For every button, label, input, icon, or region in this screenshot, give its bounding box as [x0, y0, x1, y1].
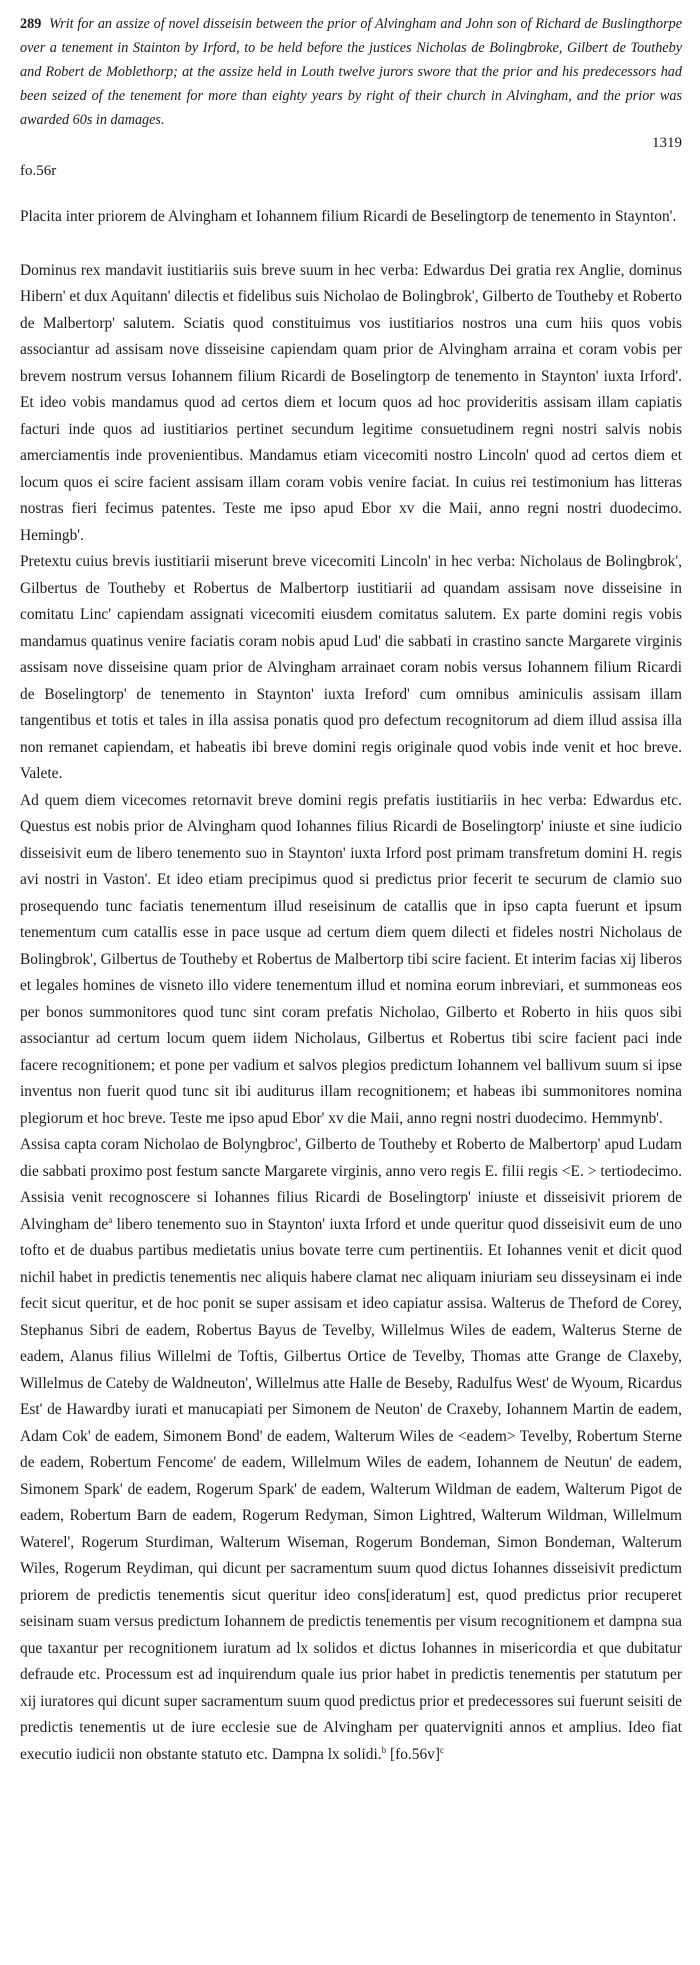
- paragraph-writ: Dominus rex mandavit iustitiariis suis breve suum in hec verba: Edwardus Dei gratia rex Anglie, dominus Hibern' et dux Aquitann' dilectis et fidelibus suis Nicholao de Bolingbrok', Gilberto de Toutheby et Roberto de Malbertorp' salutem. Sciatis quod constituimus vos iustitiarios nostros una cum hiis quos vobis associantur ad assisam nove disseisine capiendam quam prior de Alvingham arraina et coram vobis per brevem nostrum versus Iohannem filium Ricardi de Boselingtorp de tenemento in Staynton' iuxta Irford'. Et ideo vobis mandamus quod ad certos diem et locum quos ad hoc provideritis assisam illam capiatis facturi inde quos ad iustitiarios pertinet secundum legitime consuetudinem regni nostri salvis nobis amerciamentis inde provenientibus. Mandamus etiam vicecomiti nostro Lincoln' quod ad certos diem et locum quos ei scire facient assisam illam coram vobis venire faciat. In cuius rei testimonium has litteras nostras fieri fecimus patentes. Teste me ipso apud Ebor xv die Maii, anno regni nostri duodecimo. Hemingb'.: [20, 261, 682, 544]
- entry-summary: Writ for an assize of novel disseisin between the prior of Alvingham and John son of Richard de Buslingthorpe over a tenement in Stainton by Irford, to be held before the justices Nicholas de Bolingbroke, Gilbert de Toutheby and Robert de Moblethorp; at the assize held in Louth twelve jurors swore that the prior and his predecessors had been seized of the tenement for more than eighty years by right of their church in Alvingham, and the prior was awarded 60s in damages.: [20, 16, 683, 128]
- footnote-marker-b: b: [381, 1744, 387, 1755]
- assize-text-body: libero tenemento suo in Staynton' iuxta Irford et unde queritur quod disseisivit eum de uno tofto et de duabus partibus medietatis unius bovate terre cum pertinentiis. Et Iohannes venit et dicit quod nichil habet in predictis tenementis nec aliquis habere clamat nec aliquam iniuriam seu disseysinam ei inde fecit sicut queritur, et de hoc ponit se super assisam et ideo capiatur assisa. Walterus de Theford de Corey, Stephanus Sibri de eadem, Robertus Bayus de Tevelby, Willelmus Wiles de eadem, Walterus Sterne de eadem, Alanus filius Willelmi de Toftis, Gilbertus Ortice de Tevelby, Thomas atte Grange de Claxeby, Willelmus de Cateby de Waldneuton', Willelmus atte Halle de Beseby, Radulfus West' de Wyoum, Ricardus Est' de Hawardby iurati et manucapiati per Simonem de Neuton' de Craxeby, Iohannem Martin de eadem, Adam Cok' de eadem, Simonem Bond' de eadem, Walterum Wiles de <eadem> Tevelby, Robertum Sterne de eadem, Robertum Fencome' de eadem, Willelmum Wiles de eadem, Iohannem de Neutun' de eadem, Simonem Spark' de eadem, Rogerum Spark' de eadem, Walterum Wildman de eadem, Walterum Pigot de eadem, Robertum Barn de eadem, Rogerum Redyman, Simon Lightred, Walterum Wildman, Willelmum Waterel', Rogerum Sturdiman, Walterum Wiseman, Rogerum Bondeman, Simon Bondeman, Walterum Wiles, Rogerum Reydiman, qui dicunt per sacramentum suum quod dictus Iohannes disseisivit predictum priorem de predictis tenementis sicut queritur ideo cons[ideratum] est, quod predictus prior recuperet seisinam suam versus predictum Iohannem de predictis tenementis per visum recognitionem et dampna sua que taxantur per recognitionem iuratum ad lx solidos et dictus Iohannes in misericordia et que dubitatur defraude etc. Processum est ad inquirendum quale ius prior habet in predictis tenementis per statutum per xij iuratores qui dicunt super sacramentum suum quod predictus prior et predecessores sui fuerunt seisiti de predictis tenementis ut de iure ecclesie sue de Alvingham per quatervigniti annos et amplius. Ideo fiat executio iudicii non obstante statuto etc. Dampna lx solidi.: [20, 1215, 683, 1763]
- footnote-marker-c: c: [439, 1744, 444, 1755]
- entry-date: 1319: [652, 135, 682, 151]
- folio-reference: fo.56r: [20, 163, 57, 179]
- plea-heading: Placita inter priorem de Alvingham et Iohannem filium Ricardi de Beselingtorp de tenemento in Staynton'.: [20, 208, 677, 225]
- entry-number: 289: [20, 16, 42, 32]
- paragraph-assize: [20, 1132, 682, 1768]
- document-page: [20, 12, 682, 1768]
- paragraph-pretext: Pretextu cuius brevis iustitiarii miserunt breve vicecomiti Lincoln' in hec verba: Nicholaus de Bolingbrok', Gilbertus de Toutheby et Robertus de Malbertorp iustitiarii ad quandam assisam nove disseisine in comitatu Linc' capiendam assignati vicecomiti eiusdem comitatus salutem. Ex parte domini regis vobis mandamus quatinus venire faciatis coram nobis apud Lud' die sabbati in crastino sancte Margarete virginis assisam nove disseisine quam prior de Alvingham arrainaet coram nobis versus Iohannem filium Ricardi de Boselingtorp' de tenemento in Staynton' iuxta Ireford' cum omnibus aminiculis assisam illam tangentibus et totis et tales in illa assisa ponatis quod pro defectum recognitorum ad diem illud assisa illa non remanet capiendam, et habeatis ibi breve domini regis originale quod vobis inde venit et hoc breve. Valete.: [20, 553, 682, 782]
- footnote-marker-a: a: [108, 1214, 113, 1225]
- assize-text-start: Assisa capta coram Nicholao de Bolyngbroc', Gilberto de Toutheby et Roberto de Malbertorp' apud Ludam die sabbati proximo post festum sancte Margarete virginis, anno vero regis E. filii regis <E. > tertiodecimo. Assisia venit recognoscere si Iohannes filius Ricardi de Boselingtorp' iniuste et disseisivit priorem de Alvingham de: [20, 1136, 682, 1233]
- paragraph-return: Ad quem diem vicecomes retornavit breve domini regis prefatis iustitiariis in hec verba: Edwardus etc. Questus est nobis prior de Alvingham quod Iohannes filius Ricardi de Boselingtorp' iniuste et sine iudicio disseisivit eum de libero tenemento suo in Staynton' iuxta Irford post primam transfretum domini H. regis avi nostri in Vaston'. Et ideo etiam precipimus quod si predictus prior fecerit te securum de clamio suo prosequendo tunc faciatis tenementum illud reseisinum de catallis que in ipso capta fuerunt et ipsum tenementum cum catallis esse in pace usque ad certum diem quem dilecti et fideles nostri Nicholaus de Bolingbrok', Gilbertus de Toutheby et Robertus de Malbertorp tibi scire facient. Et interim facias xij liberos et legales homines de visneto illo videre tenementum illud et nomina eorum inbreviari, et summoneas eos per bonos summonitores quod tunc sint coram prefatis Nicholao, Gilberto et Roberto in hiis quos sibi associantur ad certum locum quem iidem Nicholaus, Gilbertus et Robertus tibi scire facient paci inde facere recognitionem; et pone per vadium et salvos plegios predictum Iohannem vel ballivum suum si ipse inventus non fuerit quod tunc sit ibi auditurus illam recognitionem; et habeas ibi summonitores nomina plegiorum et hoc breve. Teste me ipso apud Ebor' xv die Maii, anno regni nostri duodecimo. Hemmynb'.: [20, 791, 682, 1127]
- entry-header: [20, 12, 682, 132]
- folio-end-reference: [fo.56v]: [386, 1745, 440, 1763]
